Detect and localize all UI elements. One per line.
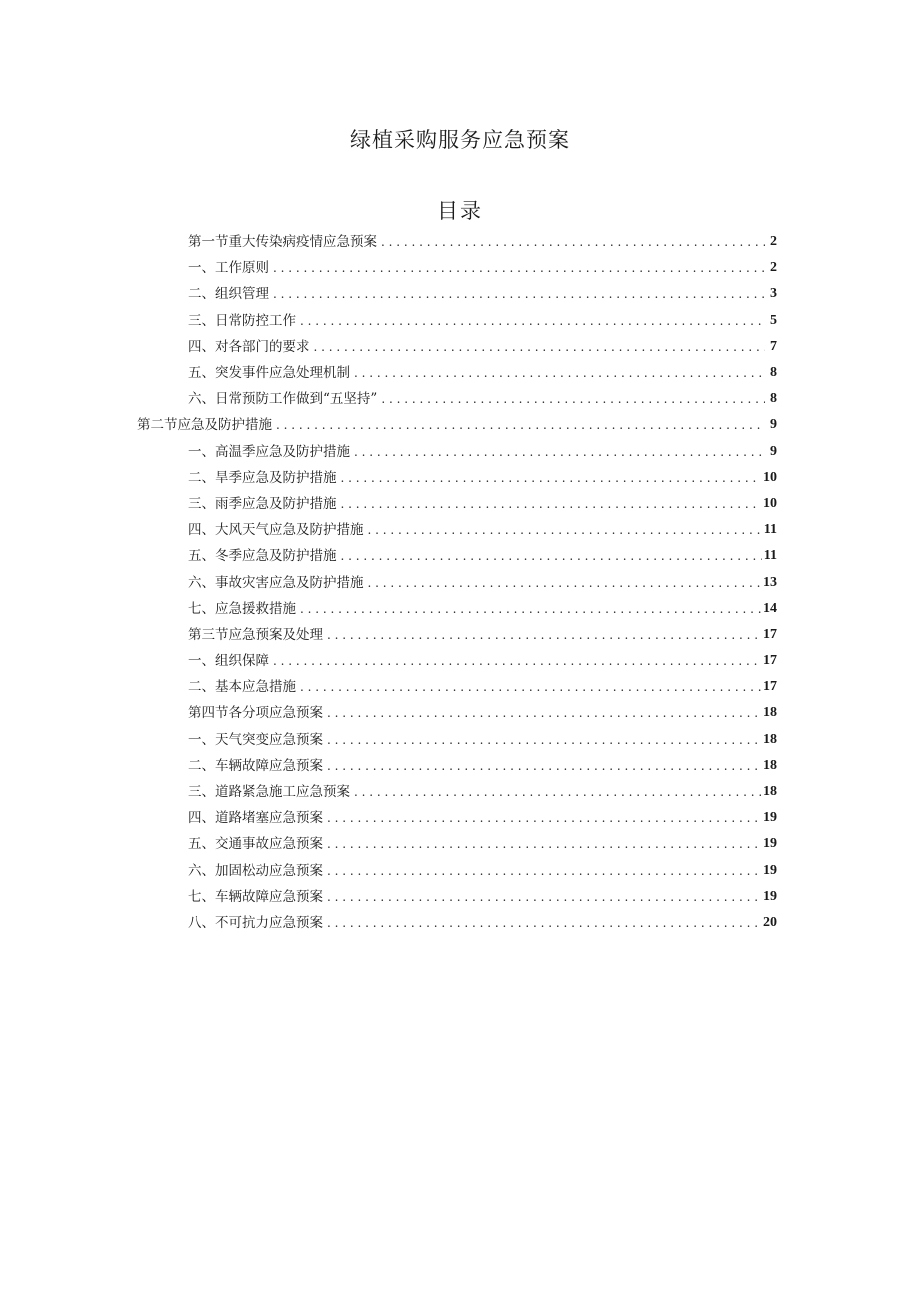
toc-page-number: 8 xyxy=(770,391,777,407)
toc-entry-title: 四、道路堵塞应急预案 xyxy=(188,810,323,827)
toc-dot-leader xyxy=(327,861,761,881)
toc-dot-leader xyxy=(341,468,762,488)
document-title: 绿植采购服务应急预案 xyxy=(350,128,570,152)
toc-entry-title: 六、加固松动应急预案 xyxy=(188,862,323,879)
toc-dot-leader xyxy=(327,834,761,854)
toc-entry-title: 六、日常预防工作做到“五坚持” xyxy=(188,391,378,408)
toc-entry[interactable] xyxy=(0,386,920,412)
toc-entry[interactable] xyxy=(0,622,920,648)
toc-entry-title: 五、突发事件应急处理机制 xyxy=(188,365,350,382)
toc-dot-leader xyxy=(273,284,765,304)
toc-page-number: 13 xyxy=(763,574,777,590)
toc-entry[interactable] xyxy=(0,700,920,726)
toc-entry-title: 一、天气突变应急预案 xyxy=(188,731,323,748)
toc-entry-title: 一、高温季应急及防护措施 xyxy=(188,443,350,460)
toc-page-number: 18 xyxy=(763,784,777,800)
toc-page-number: 17 xyxy=(763,626,777,642)
table-of-contents xyxy=(0,229,920,936)
toc-entry[interactable] xyxy=(0,674,920,700)
toc-entry-title: 第二节应急及防护措施 xyxy=(137,417,272,434)
toc-entry-title: 二、基本应急措施 xyxy=(188,679,296,696)
toc-entry[interactable] xyxy=(0,308,920,334)
toc-heading: 目录 xyxy=(437,199,483,223)
toc-entry[interactable] xyxy=(0,596,920,622)
toc-entry[interactable] xyxy=(0,281,920,307)
toc-page-number: 9 xyxy=(770,443,777,459)
toc-entry[interactable] xyxy=(0,360,920,386)
toc-entry-title: 一、组织保障 xyxy=(188,653,269,670)
toc-entry[interactable] xyxy=(0,517,920,543)
toc-page-number: 17 xyxy=(763,679,777,695)
toc-entry-title: 第一节重大传染病疫情应急预案 xyxy=(188,234,377,251)
toc-entry-title: 二、旱季应急及防护措施 xyxy=(188,469,337,486)
toc-entry-title: 三、雨季应急及防护措施 xyxy=(188,495,337,512)
toc-entry[interactable] xyxy=(0,858,920,884)
toc-entry-title: 四、对各部门的要求 xyxy=(188,338,310,355)
toc-entry[interactable] xyxy=(0,569,920,595)
toc-entry[interactable] xyxy=(0,727,920,753)
toc-page-number: 10 xyxy=(763,495,777,511)
toc-entry[interactable] xyxy=(0,648,920,674)
toc-entry-title: 八、不可抗力应急预案 xyxy=(188,914,323,931)
toc-page-number: 11 xyxy=(763,548,777,564)
toc-entry[interactable] xyxy=(0,543,920,569)
toc-dot-leader xyxy=(327,625,761,645)
toc-dot-leader xyxy=(327,913,761,933)
toc-dot-leader xyxy=(341,494,762,514)
toc-page-number: 19 xyxy=(763,836,777,852)
toc-dot-leader xyxy=(273,651,761,671)
toc-entry-title: 三、道路紧急施工应急预案 xyxy=(188,784,350,801)
toc-dot-leader xyxy=(327,703,761,723)
toc-entry-title: 五、交通事故应急预案 xyxy=(188,836,323,853)
toc-entry[interactable] xyxy=(0,491,920,517)
toc-page-number: 8 xyxy=(770,365,777,381)
toc-dot-leader xyxy=(314,337,766,357)
toc-entry[interactable] xyxy=(0,805,920,831)
toc-entry[interactable] xyxy=(0,753,920,779)
toc-entry[interactable] xyxy=(0,255,920,281)
toc-dot-leader xyxy=(327,808,761,828)
toc-page-number: 3 xyxy=(770,286,777,302)
toc-dot-leader xyxy=(354,782,761,802)
toc-dot-leader xyxy=(354,442,765,462)
toc-entry[interactable] xyxy=(0,884,920,910)
toc-entry-title: 三、日常防控工作 xyxy=(188,312,296,329)
toc-entry-title: 五、冬季应急及防护措施 xyxy=(188,548,337,565)
toc-page-number: 18 xyxy=(763,705,777,721)
toc-entry[interactable] xyxy=(0,831,920,857)
toc-page-number: 5 xyxy=(770,312,777,328)
toc-entry[interactable] xyxy=(0,465,920,491)
toc-entry[interactable] xyxy=(0,439,920,465)
toc-entry[interactable] xyxy=(0,334,920,360)
toc-page-number: 20 xyxy=(763,914,777,930)
toc-entry[interactable] xyxy=(0,412,920,438)
toc-dot-leader xyxy=(327,887,761,907)
toc-dot-leader xyxy=(300,311,765,331)
toc-page-number: 18 xyxy=(763,757,777,773)
toc-entry-title: 七、车辆故障应急预案 xyxy=(188,888,323,905)
toc-entry-title: 第四节各分项应急预案 xyxy=(188,705,323,722)
toc-page-number: 2 xyxy=(770,260,777,276)
toc-dot-leader xyxy=(381,232,765,252)
toc-dot-leader xyxy=(354,363,765,383)
toc-page-number: 17 xyxy=(763,653,777,669)
toc-dot-leader xyxy=(276,415,765,435)
toc-dot-leader xyxy=(273,258,765,278)
toc-entry[interactable] xyxy=(0,229,920,255)
toc-page-number: 14 xyxy=(763,600,777,616)
toc-entry-title: 七、应急援救措施 xyxy=(188,600,296,617)
toc-dot-leader xyxy=(341,546,762,566)
toc-dot-leader xyxy=(368,573,762,593)
toc-page-number: 19 xyxy=(763,862,777,878)
toc-dot-leader xyxy=(327,756,761,776)
toc-dot-leader xyxy=(368,520,762,540)
toc-dot-leader xyxy=(300,677,761,697)
toc-entry-title: 四、大风天气应急及防护措施 xyxy=(188,522,364,539)
toc-page-number: 19 xyxy=(763,888,777,904)
toc-page-number: 18 xyxy=(763,731,777,747)
toc-entry-title: 二、车辆故障应急预案 xyxy=(188,757,323,774)
toc-page-number: 7 xyxy=(770,338,777,354)
toc-entry-title: 第三节应急预案及处理 xyxy=(188,626,323,643)
toc-page-number: 2 xyxy=(770,234,777,250)
toc-page-number: 9 xyxy=(770,417,777,433)
toc-entry-title: 六、事故灾害应急及防护措施 xyxy=(188,574,364,591)
toc-dot-leader xyxy=(300,599,761,619)
toc-page-number: 19 xyxy=(763,810,777,826)
toc-entry[interactable] xyxy=(0,779,920,805)
toc-entry[interactable] xyxy=(0,910,920,936)
toc-page-number: 10 xyxy=(763,469,777,485)
toc-dot-leader xyxy=(327,730,761,750)
toc-entry-title: 一、工作原则 xyxy=(188,260,269,277)
toc-page-number: 11 xyxy=(763,522,777,538)
toc-entry-title: 二、组织管理 xyxy=(188,286,269,303)
toc-dot-leader xyxy=(381,389,765,409)
